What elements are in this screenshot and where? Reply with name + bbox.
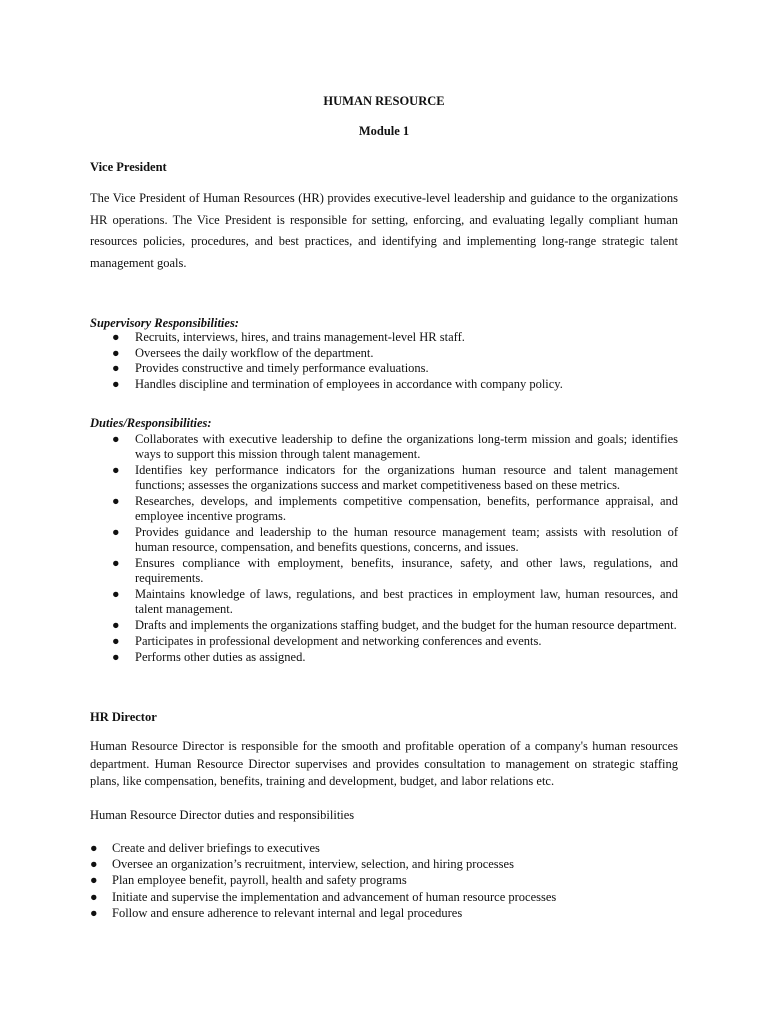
duties-list [90,432,678,665]
list-item: ● Performs other duties as assigned. [112,649,306,664]
list-item: ● Researches, develops, and implements competitive compensation, benefits, performance appraisal, and employee incentive programs. [112,494,678,524]
bullet-icon: ● [112,556,120,570]
supervisory-heading: Supervisory Responsibilities: [90,316,239,330]
list-item: ● Plan employee benefit, payroll, health and safety programs [90,873,407,888]
list-item: ● Identifies key performance indicators for the organizations human resource and talent management functions; assesses the organizations success and market competitiveness based on these metrics. [112,463,678,493]
bullet-icon: ● [112,494,120,508]
supervisory-list [90,330,678,393]
list-item: ● Drafts and implements the organizations staffing budget, and the budget for the human resource department. [112,618,677,632]
list-item: ● Collaborates with executive leadership to define the organizations long-term mission and goals; identifies ways to support this mission through talent management. [112,432,678,462]
bullet-icon: ● [112,525,120,539]
bullet-icon: ● [90,873,98,888]
vice-president-heading: Vice President [90,160,167,174]
document-title: HUMAN RESOURCE [323,94,445,108]
bullet-icon: ● [112,649,120,664]
list-item: ● Participates in professional development and networking conferences and events. [112,633,542,648]
hr-director-heading: HR Director [90,710,157,724]
bullet-icon: ● [112,361,120,376]
list-item: ● Provides guidance and leadership to the human resource management team; assists with resolution of human resource, compensation, and benefits questions, concerns, and issues. [112,525,678,555]
bullet-icon: ● [112,377,120,392]
list-item: ● Provides constructive and timely performance evaluations. [112,361,429,376]
hr-director-duties-intro: Human Resource Director duties and responsibilities [90,808,355,822]
module-label: Module 1 [358,124,410,138]
list-item: ● Follow and ensure adherence to relevant internal and legal procedures [90,905,463,920]
hr-director-description: Human Resource Director is responsible for the smooth and profitable operation of a company's human resources department. Human Resource Director supervises and provides consultation to management on strategic staffing plans, like compensation, benefits, training and development, budget, and labor relations etc. [90,739,678,788]
list-item: ● Oversee an organization’s recruitment, interview, selection, and hiring processes [90,857,514,872]
list-item: ● Recruits, interviews, hires, and trains management-level HR staff. [112,330,465,344]
hr-director-duties-list [90,840,678,921]
list-item: ● Oversees the daily workflow of the department. [112,345,374,360]
bullet-icon: ● [112,633,120,648]
bullet-icon: ● [112,587,120,601]
bullet-icon: ● [112,330,120,344]
bullet-icon: ● [112,463,120,477]
duties-heading: Duties/Responsibilities: [90,416,212,430]
list-item: ● Ensures compliance with employment, benefits, insurance, safety, and other laws, regulations, and requirements. [112,556,678,586]
bullet-icon: ● [90,841,98,855]
bullet-icon: ● [112,432,120,446]
bullet-icon: ● [90,889,98,904]
bullet-icon: ● [90,857,98,872]
bullet-icon: ● [112,345,120,360]
list-item: ● Maintains knowledge of laws, regulations, and best practices in employment law, human resources, and talent management. [112,587,678,617]
list-item: ● Handles discipline and termination of employees in accordance with company policy. [112,377,563,392]
list-item: ● Create and deliver briefings to executives [90,841,320,855]
list-item: ● Initiate and supervise the implementation and advancement of human resource processes [90,889,557,904]
bullet-icon: ● [90,905,98,920]
bullet-icon: ● [112,618,120,632]
vice-president-description: The Vice President of Human Resources (HR) provides executive-level leadership and guidance to the organizations HR operations. The Vice President is responsible for setting, enforcing, and evaluating legally compliant human resources policies, procedures, and best practices, and identifying and implementing long-range strategic talent management goals. [90,191,678,270]
